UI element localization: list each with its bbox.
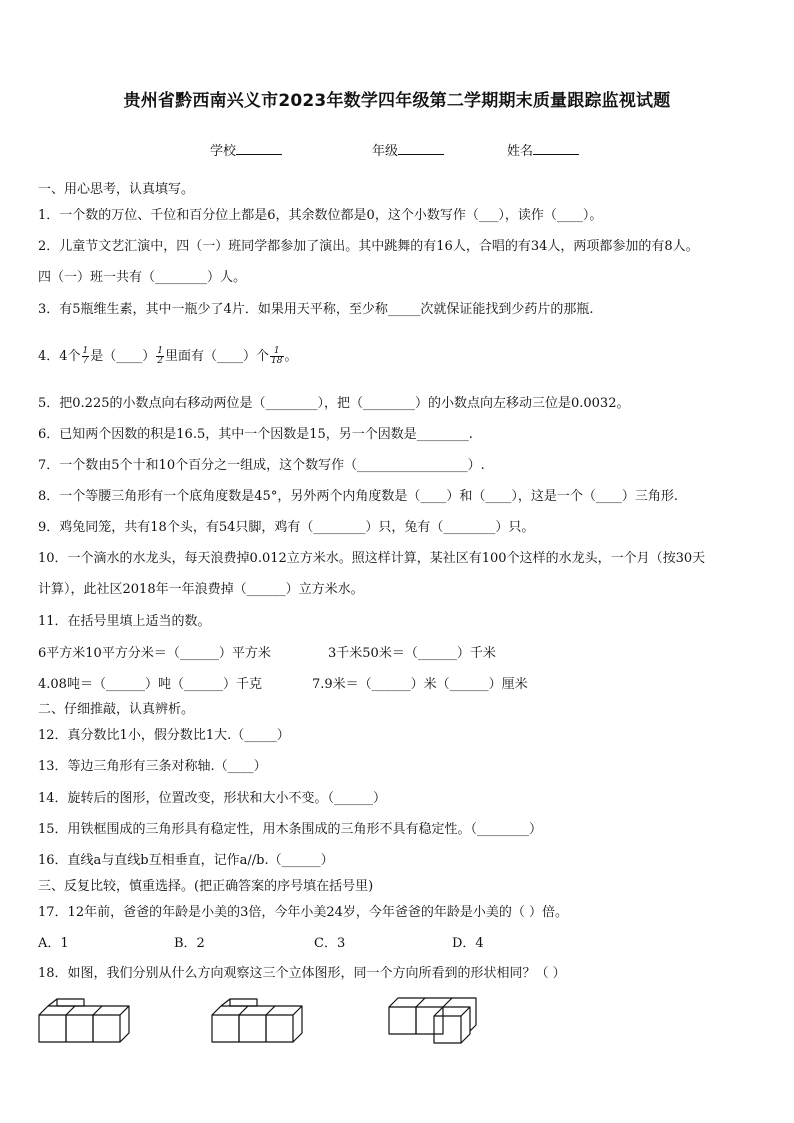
school-blank <box>236 142 282 155</box>
grade-label: 年级 <box>372 144 399 159</box>
question-10-line-2: 计算），此社区2018年一年浪费掉（______）立方米水。 <box>38 582 364 597</box>
q4-text-1: 4．4个 <box>38 349 81 364</box>
section-3-heading: 三、反复比较，慎重选择。(把正确答案的序号填在括号里) <box>38 879 374 894</box>
question-3: 3．有5瓶维生素，其中一瓶少了4片．如果用天平称，至少称_____次就保证能找到少药片的那瓶. <box>38 302 594 317</box>
cube-figure-2 <box>212 999 302 1042</box>
section-2-heading: 二、仔细推敲，认真辨析。 <box>38 702 195 717</box>
grade-blank <box>398 142 444 155</box>
question-11-item-b: 3千米50米＝（______）千米 <box>328 646 496 661</box>
cube-figures <box>0 995 794 1055</box>
question-9: 9．鸡兔同笼，共有18个头，有54只脚，鸡有（________）只，兔有（________）只。 <box>38 520 535 535</box>
q17-option-b: B．2 <box>174 936 205 951</box>
question-16: 16．直线a与直线b互相垂直，记作a//b.（______） <box>38 853 334 868</box>
question-4 <box>38 347 298 366</box>
question-5: 5．把0.225的小数点向右移动两位是（________），把（________）的小数点向左移动三位是0.0032。 <box>38 396 630 411</box>
q4-text-3: 里面有（____）个 <box>165 349 270 364</box>
q17-option-d: D．4 <box>452 936 484 951</box>
section-1-heading: 一、用心思考，认真填写。 <box>38 182 195 197</box>
cube-figure-3 <box>389 998 476 1043</box>
question-14: 14．旋转后的图形，位置改变，形状和大小不变。（______） <box>38 791 387 806</box>
fraction-denominator: 2 <box>157 356 164 366</box>
question-18: 18．如图，我们分别从什么方向观察这三个立体图形，同一个方向所看到的形状相同？（ ） <box>38 966 566 981</box>
fraction-denominator: 7 <box>82 356 89 366</box>
fraction-one-half <box>156 347 164 366</box>
question-10-line-1: 10．一个滴水的水龙头，每天浪费掉0.012立方米水。照这样计算，某社区有100个这样的水龙头，一个月（按30天 <box>38 551 706 566</box>
grade-field <box>372 140 444 159</box>
name-field <box>507 140 579 159</box>
question-11-item-c: 4.08吨＝（______）吨（______）千克 <box>38 677 262 692</box>
question-17: 17．12年前，爸爸的年龄是小美的3倍，今年小美24岁，今年爸爸的年龄是小美的（ ）倍。 <box>38 905 569 920</box>
school-field <box>210 140 282 159</box>
name-blank <box>533 142 579 155</box>
question-1: 1．一个数的万位、千位和百分位上都是6，其余数位都是0，这个小数写作（___），读作（____）。 <box>38 208 603 223</box>
question-13: 13．等边三角形有三条对称轴.（____） <box>38 759 267 774</box>
question-11-item-d: 7.9米＝（______）米（______）厘米 <box>312 677 528 692</box>
question-2-line-1: 2．儿童节文艺汇演中，四（一）班同学都参加了演出。其中跳舞的有16人，合唱的有34人，两项都参加的有8人。 <box>38 239 699 254</box>
fraction-numerator: 1 <box>82 346 89 356</box>
name-label: 姓名 <box>507 144 534 159</box>
question-11: 11．在括号里填上适当的数。 <box>38 614 211 629</box>
fraction-denominator: 18 <box>271 356 283 366</box>
fraction-one-eighteenth <box>270 347 283 366</box>
question-2-line-2: 四（一）班一共有（________）人。 <box>38 270 247 285</box>
question-15: 15．用铁框围成的三角形具有稳定性，用木条围成的三角形不具有稳定性。（________） <box>38 822 543 837</box>
fraction-numerator: 1 <box>157 346 164 356</box>
question-7: 7．一个数由5个十和10个百分之一组成，这个数写作（_________________）. <box>38 458 485 473</box>
school-label: 学校 <box>210 144 237 159</box>
exam-title: 贵州省黔西南兴义市2023年数学四年级第二学期期末质量跟踪监视试题 <box>123 91 671 111</box>
q17-option-a: A．1 <box>38 936 69 951</box>
question-11-item-a: 6平方米10平方分米＝（______）平方米 <box>38 646 271 661</box>
question-12: 12．真分数比1小，假分数比1大.（_____） <box>38 728 290 743</box>
q4-text-2: 是（____） <box>90 349 156 364</box>
q17-option-c: C．3 <box>314 936 346 951</box>
cube-figure-1 <box>39 999 129 1042</box>
fraction-numerator: 1 <box>270 347 283 357</box>
fraction-one-seventh <box>82 347 90 366</box>
question-8: 8．一个等腰三角形有一个底角度数是45°，另外两个内角度数是（____）和（____），这是一个（____）三角形. <box>38 489 678 504</box>
question-6: 6．已知两个因数的积是16.5，其中一个因数是15，另一个因数是________. <box>38 427 473 442</box>
q4-text-4: 。 <box>284 349 298 364</box>
